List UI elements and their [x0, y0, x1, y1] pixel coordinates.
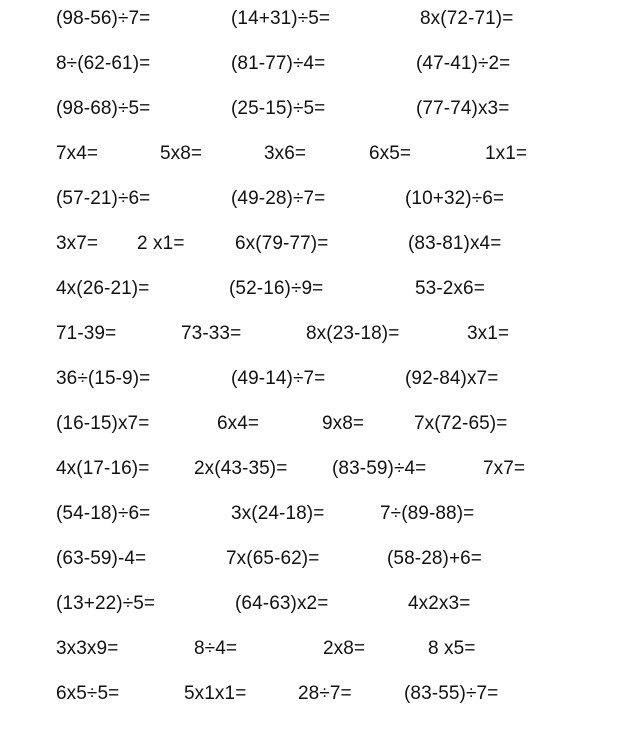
problem: 3x3x9= — [56, 638, 119, 659]
problem: 3x(24-18)= — [231, 503, 325, 524]
problem: 7÷(89-88)= — [380, 503, 475, 524]
problem: (14+31)÷5= — [231, 8, 331, 29]
problem: (58-28)+6= — [387, 548, 483, 569]
problem: 7x4= — [56, 143, 99, 164]
problem: 7x(72-65)= — [414, 413, 508, 434]
problem: (98-68)÷5= — [56, 98, 151, 119]
problem: (49-14)÷7= — [231, 368, 326, 389]
problem: (92-84)x7= — [405, 368, 499, 389]
problem: 2x8= — [323, 638, 366, 659]
problem: 8 x5= — [428, 638, 476, 659]
problem: 3x1= — [467, 323, 510, 344]
problem: 4x2x3= — [408, 593, 471, 614]
problem: (10+32)÷6= — [405, 188, 505, 209]
problem: (64-63)x2= — [235, 593, 329, 614]
problem: 8x(72-71)= — [420, 8, 514, 29]
problem: (47-41)÷2= — [416, 53, 511, 74]
problem: 53-2x6= — [415, 278, 485, 299]
problem: 6x5= — [369, 143, 412, 164]
problem: 1x1= — [485, 143, 528, 164]
problem: (49-28)÷7= — [231, 188, 326, 209]
problem: (16-15)x7= — [56, 413, 150, 434]
problem: 9x8= — [322, 413, 365, 434]
problem: 4x(17-16)= — [56, 458, 150, 479]
problem: 4x(26-21)= — [56, 278, 150, 299]
problem: 8x(23-18)= — [306, 323, 400, 344]
problem: 8÷(62-61)= — [56, 53, 151, 74]
problem: 28÷7= — [298, 683, 352, 704]
problem: 6x(79-77)= — [235, 233, 329, 254]
problem: (83-55)÷7= — [404, 683, 499, 704]
problem: (25-15)÷5= — [231, 98, 326, 119]
problem: (52-16)÷9= — [229, 278, 324, 299]
problem: 7x(65-62)= — [226, 548, 320, 569]
problem: (13+22)÷5= — [56, 593, 156, 614]
problem: 8÷4= — [194, 638, 238, 659]
problem: 2x(43-35)= — [194, 458, 288, 479]
problem: (57-21)÷6= — [56, 188, 151, 209]
problem: (54-18)÷6= — [56, 503, 151, 524]
problem: 2 x1= — [137, 233, 185, 254]
problem: (83-59)÷4= — [332, 458, 427, 479]
problem: 6x5÷5= — [56, 683, 120, 704]
problem: 73-33= — [181, 323, 242, 344]
problem: 3x6= — [264, 143, 307, 164]
problem: 5x1x1= — [184, 683, 247, 704]
problem: 3x7= — [56, 233, 99, 254]
problem: (77-74)x3= — [416, 98, 510, 119]
problem: (63-59)-4= — [56, 548, 147, 569]
problem: 5x8= — [160, 143, 203, 164]
problem: 71-39= — [56, 323, 117, 344]
problem: (98-56)÷7= — [56, 8, 151, 29]
problem: 6x4= — [217, 413, 260, 434]
problem: 7x7= — [483, 458, 526, 479]
problem: 36÷(15-9)= — [56, 368, 151, 389]
problem: (83-81)x4= — [408, 233, 502, 254]
problem: (81-77)÷4= — [231, 53, 326, 74]
